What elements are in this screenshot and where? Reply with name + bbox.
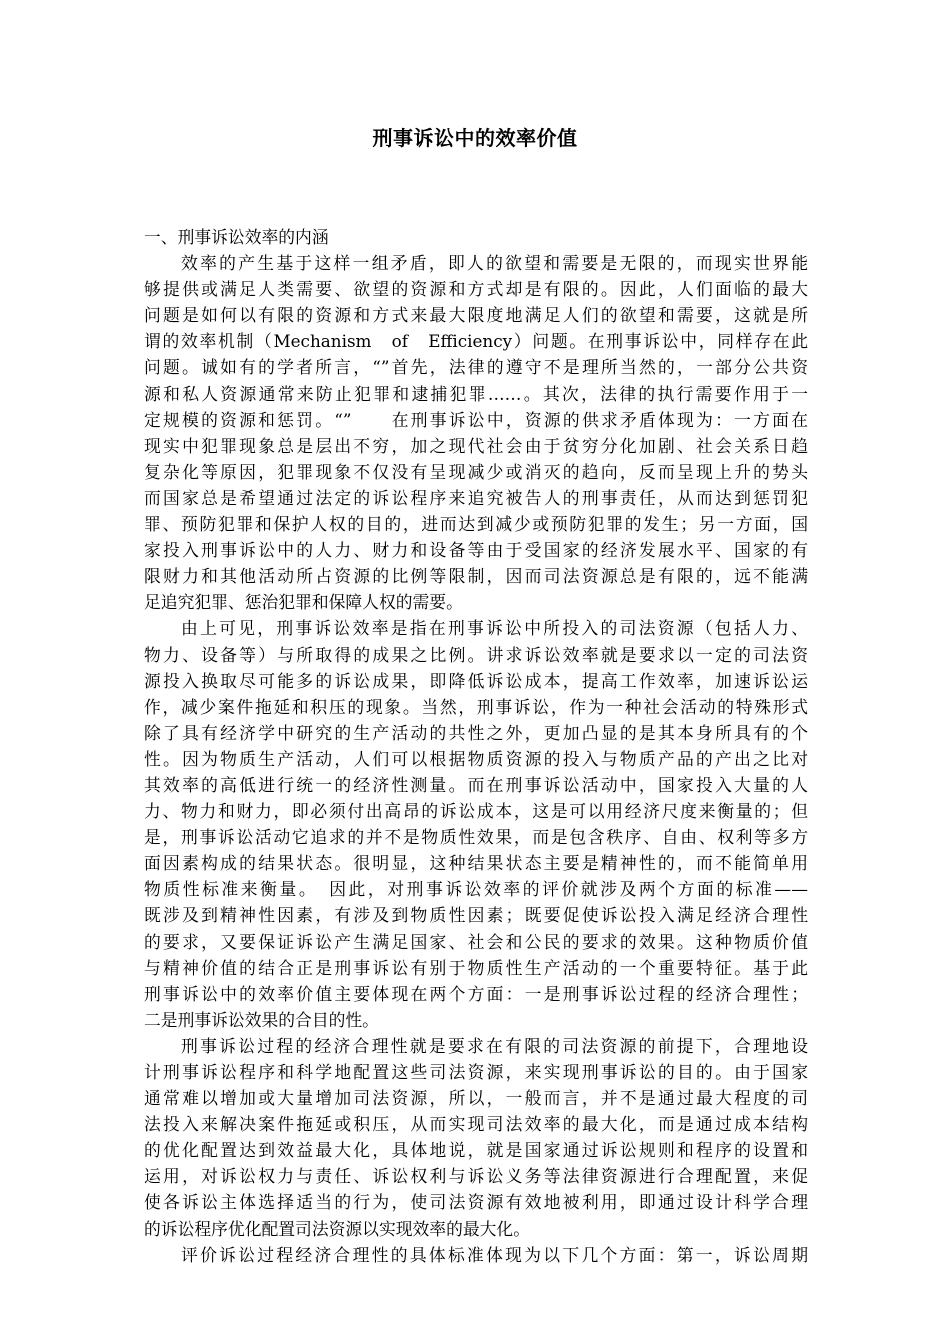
text-line: 运用，对诉讼权力与责任、诉讼权利与诉讼义务等法律资源进行合理配置，来促 xyxy=(144,1166,808,1187)
text-line: 刑事诉讼过程的经济合理性就是要求在有限的司法资源的前提下，合理地设 xyxy=(181,1035,808,1056)
text-line: 效率的产生基于这样一组矛盾，即人的欲望和需要是无限的，而现实世界能 xyxy=(181,253,808,274)
text-line: 的要求，又要保证诉讼产生满足国家、社会和公民的要求的效果。这种物质价值 xyxy=(144,931,808,952)
text-line: 复杂化等原因，犯罪现象不仅没有呈现减少或消灭的趋向，反而呈现上升的势头 xyxy=(144,461,808,482)
text-line: 定规模的资源和惩罚。“” 在刑事诉讼中，资源的供求矛盾体现为：一方面在 xyxy=(144,409,808,430)
text-line: 既涉及到精神性因素，有涉及到物质性因素；既要促使诉讼投入满足经济合理性 xyxy=(144,905,808,926)
text-line: 谓的效率机制（Mechanism of Efficiency）问题。在刑事诉讼中，同样存在此 xyxy=(144,331,808,352)
text-line: 问题是如何以有限的资源和方式来最大限度地满足人们的欲望和需要，这就是所 xyxy=(144,305,808,326)
text-line: 而国家总是希望通过法定的诉讼程序来追究被告人的刑事责任，从而达到惩罚犯 xyxy=(144,487,808,508)
text-line: 的优化配置达到效益最大化，具体地说，就是国家通过诉讼规则和程序的设置和 xyxy=(144,1140,808,1161)
text-line: 与精神价值的结合正是刑事诉讼有别于物质性生产活动的一个重要特征。基于此 xyxy=(144,957,808,978)
section-heading: 一、刑事诉讼效率的内涵 xyxy=(144,227,329,247)
text-line: 二是刑事诉讼效果的合目的性。 xyxy=(144,1009,379,1030)
text-line: 作，减少案件拖延和积压的现象。当然，刑事诉讼，作为一种社会活动的特殊形式 xyxy=(144,696,808,717)
text-line: 罪、预防犯罪和保护人权的目的，进而达到减少或预防犯罪的发生；另一方面，国 xyxy=(144,514,808,535)
text-line: 的诉讼程序优化配置司法资源以实现效率的最大化。 xyxy=(144,1218,530,1239)
text-line: 使各诉讼主体选择适当的行为，使司法资源有效地被利用，即通过设计科学合理 xyxy=(144,1192,808,1213)
text-line: 由上可见，刑事诉讼效率是指在刑事诉讼中所投入的司法资源（包括人力、 xyxy=(181,618,808,639)
text-line: 够提供或满足人类需要、欲望的资源和方式却是有限的。因此，人们面临的最大 xyxy=(144,279,808,300)
text-line: 源投入换取尽可能多的诉讼成果，即降低诉讼成本，提高工作效率，加速诉讼运 xyxy=(144,670,808,691)
text-line: 性。因为物质生产活动，人们可以根据物质资源的投入与物质产品的产出之比对 xyxy=(144,748,808,769)
text-line: 是，刑事诉讼活动它追求的并不是物质性效果，而是包含秩序、自由、权利等多方 xyxy=(144,827,808,848)
text-line: 法投入来解决案件拖延或积压，从而实现司法效率的最大化，而是通过成本结构 xyxy=(144,1114,808,1135)
text-line: 其效率的高低进行统一的经济性测量。而在刑事诉讼活动中，国家投入大量的人 xyxy=(144,774,808,795)
text-line: 源和私人资源通常来防止犯罪和逮捕犯罪……。其次，法律的执行需要作用于一 xyxy=(144,383,808,404)
text-line: 力、物力和财力，即必须付出高昂的诉讼成本，这是可以用经济尺度来衡量的；但 xyxy=(144,801,808,822)
text-line: 评价诉讼过程经济合理性的具体标准体现为以下几个方面：第一，诉讼周期 xyxy=(181,1244,808,1265)
text-line: 除了具有经济学中研究的生产活动的共性之外，更加凸显的是其本身所具有的个 xyxy=(144,722,808,743)
text-line: 问题。诚如有的学者所言，“”首先，法律的遵守不是理所当然的，一部分公共资 xyxy=(144,357,808,378)
document-title: 刑事诉讼中的效率价值 xyxy=(372,126,578,150)
text-line: 刑事诉讼中的效率价值主要体现在两个方面：一是刑事诉讼过程的经济合理性； xyxy=(144,983,808,1004)
text-line: 限财力和其他活动所占资源的比例等限制，因而司法资源总是有限的，远不能满 xyxy=(144,566,808,587)
text-line: 足追究犯罪、惩治犯罪和保障人权的需要。 xyxy=(144,592,463,613)
text-line: 物质性标准来衡量。 因此，对刑事诉讼效率的评价就涉及两个方面的标准—— xyxy=(144,879,808,900)
document-body xyxy=(144,224,808,1268)
text-line: 家投入刑事诉讼中的人力、财力和设备等由于受国家的经济发展水平、国家的有 xyxy=(144,540,808,561)
text-line: 现实中犯罪现象总是层出不穷，加之现代社会由于贫穷分化加剧、社会关系日趋 xyxy=(144,435,808,456)
text-line: 面因素构成的结果状态。很明显，这种结果状态主要是精神性的，而不能简单用 xyxy=(144,853,808,874)
text-line: 通常难以增加或大量增加司法资源，所以，一般而言，并不是通过最大程度的司 xyxy=(144,1088,808,1109)
text-line: 物力、设备等）与所取得的成果之比例。讲求诉讼效率就是要求以一定的司法资 xyxy=(144,644,808,665)
text-line: 计刑事诉讼程序和科学地配置这些司法资源，来实现刑事诉讼的目的。由于国家 xyxy=(144,1062,808,1082)
